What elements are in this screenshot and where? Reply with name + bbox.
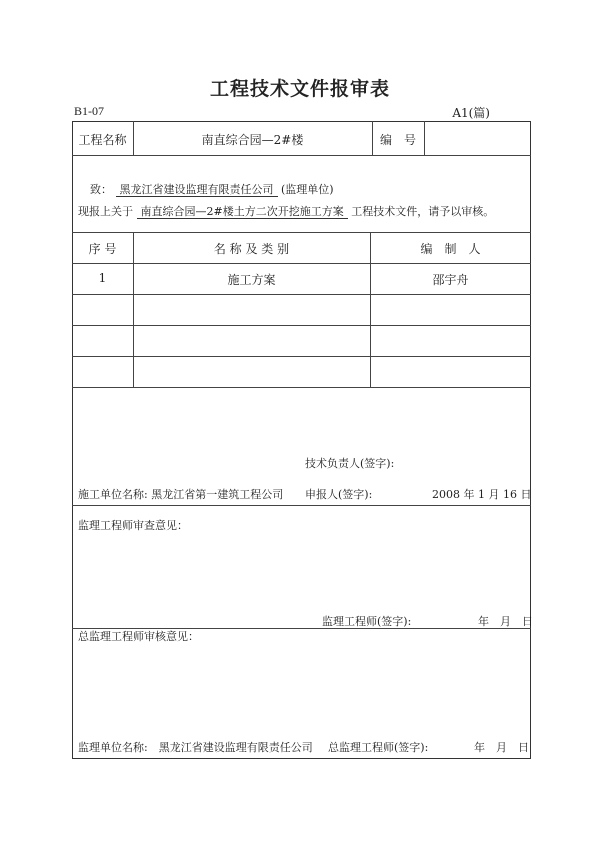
form-code: B1-07 bbox=[74, 104, 104, 118]
header-author: 编 制 人 bbox=[420, 242, 481, 256]
rule-row-4 bbox=[72, 387, 531, 388]
to-prefix: 致： bbox=[90, 183, 112, 196]
rule-row-1 bbox=[72, 294, 531, 295]
rule-col-number-value bbox=[424, 121, 425, 155]
copy-code: A1(篇) bbox=[452, 106, 490, 120]
header-name-category: 名 称 及 类 别 bbox=[213, 242, 290, 256]
rule-row-2 bbox=[72, 325, 531, 326]
table-row-1-no: 1 bbox=[98, 271, 107, 285]
table-row-1-name: 施工方案 bbox=[227, 273, 276, 287]
rule-table-header-bottom bbox=[72, 263, 531, 264]
engineer-review-label: 监理工程师审查意见： bbox=[78, 519, 188, 532]
submission-suffix: 工程技术文件，请予以审核。 bbox=[351, 205, 495, 218]
supervision-unit-suffix: (监理单位) bbox=[281, 183, 334, 196]
applicant-signature: 申报人(签字): bbox=[305, 488, 373, 501]
engineer-date: 年 月 日 bbox=[478, 615, 533, 628]
chief-review-label: 总监理工程师审核意见： bbox=[78, 630, 199, 643]
document-title: 工程技术文件报审表 bbox=[209, 78, 390, 100]
rule-row-3 bbox=[72, 356, 531, 357]
number-label: 编 号 bbox=[379, 133, 416, 147]
submission-prefix: 现报上关于 bbox=[78, 205, 133, 218]
submission-line bbox=[78, 203, 494, 219]
contractor-name: 施工单位名称: 黑龙江省第一建筑工程公司 bbox=[78, 488, 284, 501]
table-row-1-author: 邵宇舟 bbox=[432, 273, 469, 287]
supervisor-unit-name: 监理单位名称: 黑龙江省建设监理有限责任公司 bbox=[78, 741, 313, 754]
tech-lead-signature: 技术负责人(签字): bbox=[305, 457, 395, 470]
chief-signature: 总监理工程师(签字): bbox=[328, 741, 429, 754]
project-name-label: 工程名称 bbox=[78, 133, 127, 147]
supervision-company: 黑龙江省建设监理有限责任公司 bbox=[116, 183, 278, 197]
project-name-value: 南直综合园—2#楼 bbox=[201, 133, 304, 147]
rule-contractor-bottom bbox=[72, 505, 531, 506]
rule-table-top bbox=[72, 232, 531, 233]
chief-date: 年 月 日 bbox=[474, 741, 529, 754]
rule-header-bottom bbox=[72, 155, 531, 156]
addressee-line bbox=[90, 181, 334, 197]
engineer-signature: 监理工程师(签字): bbox=[322, 615, 412, 628]
header-seq: 序 号 bbox=[88, 242, 117, 256]
submit-date: 2008 年 1 月 16 日 bbox=[432, 488, 532, 501]
submission-subject: 南直综合园—2#楼土方二次开挖施工方案 bbox=[137, 205, 348, 219]
